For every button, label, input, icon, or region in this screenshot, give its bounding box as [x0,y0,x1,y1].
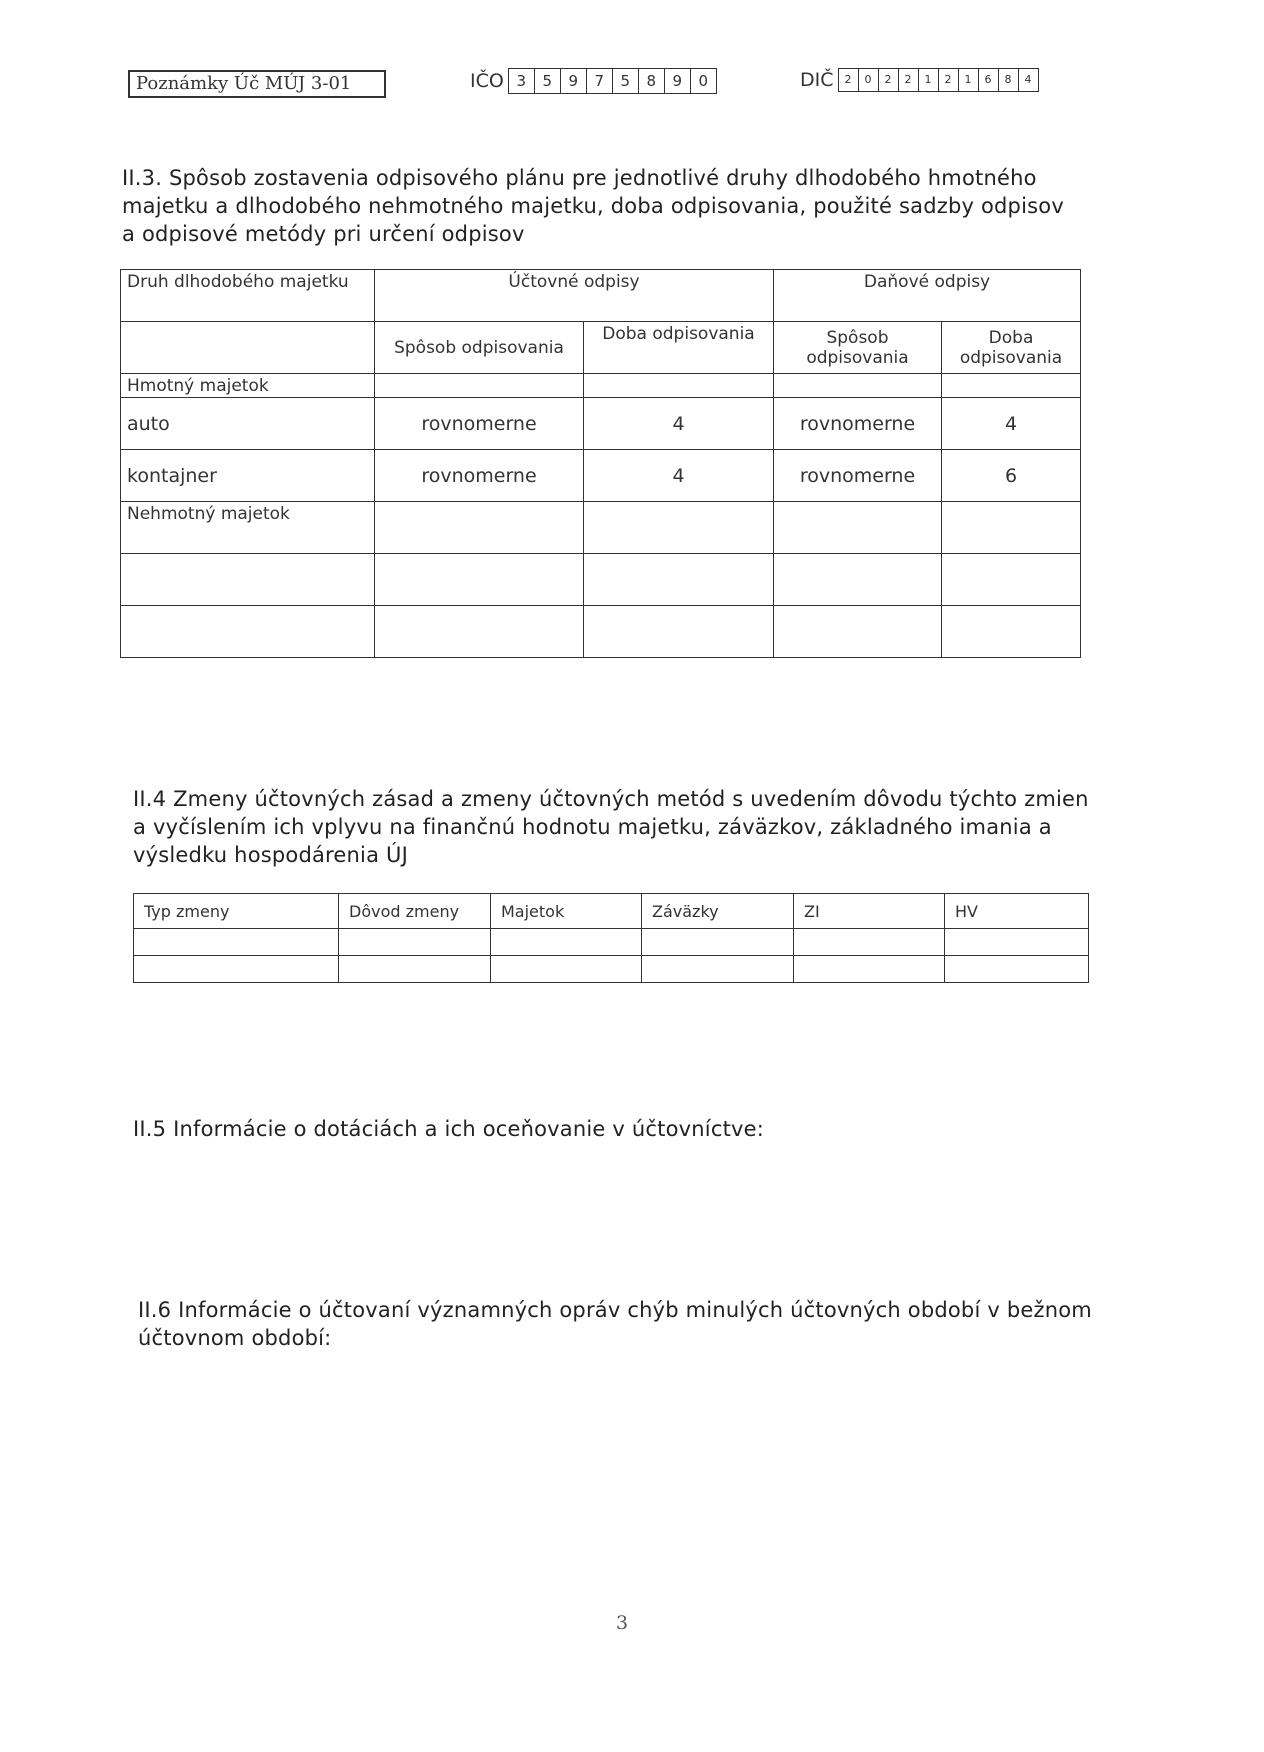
dic-digit: 0 [858,69,878,91]
sub-tax-period: Doba odpisovania [942,322,1081,374]
col-asset-type: Druh dlhodobého majetku [121,270,375,322]
dic-digit: 2 [878,69,898,91]
asset-name: auto [121,398,375,450]
empty-cell [945,956,1089,983]
sub-accounting-period: Doba odpisovania [584,322,774,374]
table-row [134,956,1089,983]
ico-field [470,68,717,94]
col-assets: Majetok [491,894,642,929]
accounting-method: rovnomerne [375,450,584,502]
ico-digit: 8 [638,69,664,93]
empty-cell [942,554,1081,606]
col-change-reason: Dôvod zmeny [339,894,491,929]
empty-cell [134,929,339,956]
empty-cell [375,606,584,658]
dic-digit: 1 [918,69,938,91]
dic-digit: 6 [978,69,998,91]
accounting-changes-table [133,893,1089,983]
col-profit-loss: HV [945,894,1089,929]
col-liabilities: Záväzky [642,894,794,929]
empty-cell [375,502,584,554]
empty-cell [491,956,642,983]
table-header-row [134,894,1089,929]
table-row [121,450,1081,502]
dic-field [800,68,1039,92]
depreciation-plan-table [120,269,1081,658]
group-accounting-depreciation: Účtovné odpisy [375,270,774,322]
empty-cell [121,606,375,658]
ico-digit-boxes [508,68,717,94]
empty-cell [134,956,339,983]
empty-cell [794,956,945,983]
empty-cell [584,374,774,398]
empty-cell [375,554,584,606]
dic-digit: 1 [958,69,978,91]
section-2-3-heading: II.3. Spôsob zostavenia odpisového plánu pre jednotlivé druhy dlhodobého hmotného majetku a dlhodobého nehmotného majetku, doba odpisovania, použité sadzby odpisov a odpisové metódy pri určení odpisov [122,166,1064,246]
page-header [0,68,1264,102]
empty-cell [945,929,1089,956]
table-row [121,502,1081,554]
dic-label: DIČ [800,69,834,91]
ico-digit: 9 [664,69,690,93]
empty-cell [942,502,1081,554]
table-row [121,606,1081,658]
tax-method: rovnomerne [774,450,942,502]
dic-digit: 2 [938,69,958,91]
col-share-capital: ZI [794,894,945,929]
col-change-type: Typ zmeny [134,894,339,929]
group-tax-depreciation: Daňové odpisy [774,270,1081,322]
table-row [121,374,1081,398]
table-row [121,398,1081,450]
tax-method: rovnomerne [774,398,942,450]
empty-cell [584,554,774,606]
page-number: 3 [615,1612,629,1634]
empty-cell [642,956,794,983]
ico-label: IČO [470,70,504,92]
empty-cell [942,606,1081,658]
sub-accounting-method: Spôsob odpisovania [375,322,584,374]
empty-cell [774,554,942,606]
tax-period: 4 [942,398,1081,450]
accounting-period: 4 [584,450,774,502]
row-intangible-assets-label: Nehmotný majetok [121,502,375,554]
table-subheader-row [121,322,1081,374]
empty-cell [774,374,942,398]
dic-digit: 4 [1018,69,1038,91]
asset-name: kontajner [121,450,375,502]
empty-cell [375,374,584,398]
row-tangible-assets-label: Hmotný majetok [121,374,375,398]
ico-digit: 0 [690,69,716,93]
empty-cell [121,554,375,606]
empty-cell [642,929,794,956]
section-2-4-heading: II.4 Zmeny účtovných zásad a zmeny účtovných metód s uvedením dôvodu týchto zmien a vyčíslením ich vplyvu na finančnú hodnotu majetku, záväzkov, základného imania a výsledku hospodárenia ÚJ [133,787,1089,867]
ico-digit: 3 [516,72,527,90]
empty-cell [584,606,774,658]
dic-digit: 2 [844,73,852,86]
table-header-row [121,270,1081,322]
accounting-method: rovnomerne [375,398,584,450]
empty-cell [339,956,491,983]
ico-digit: 5 [534,69,560,93]
empty-cell [121,322,375,374]
empty-cell [942,374,1081,398]
ico-digit: 5 [612,69,638,93]
ico-digit: 9 [560,69,586,93]
ico-digit: 7 [586,69,612,93]
empty-cell [491,929,642,956]
empty-cell [794,929,945,956]
dic-digit: 8 [998,69,1018,91]
empty-cell [774,502,942,554]
table-row [134,929,1089,956]
tax-period: 6 [942,450,1081,502]
section-2-5-heading: II.5 Informácie o dotáciách a ich oceňovanie v účtovníctve: [133,1117,765,1141]
empty-cell [774,606,942,658]
empty-cell [339,929,491,956]
empty-cell [584,502,774,554]
accounting-period: 4 [584,398,774,450]
sub-tax-method: Spôsob odpisovania [774,322,942,374]
section-2-6-heading: II.6 Informácie o účtovaní významných opráv chýb minulých účtovných období v bežnom účtovnom období: [138,1298,1092,1350]
form-code-label: Poznámky Úč MÚJ 3-01 [128,70,386,98]
dic-digit: 2 [898,69,918,91]
dic-digit-boxes [838,68,1039,92]
table-row [121,554,1081,606]
